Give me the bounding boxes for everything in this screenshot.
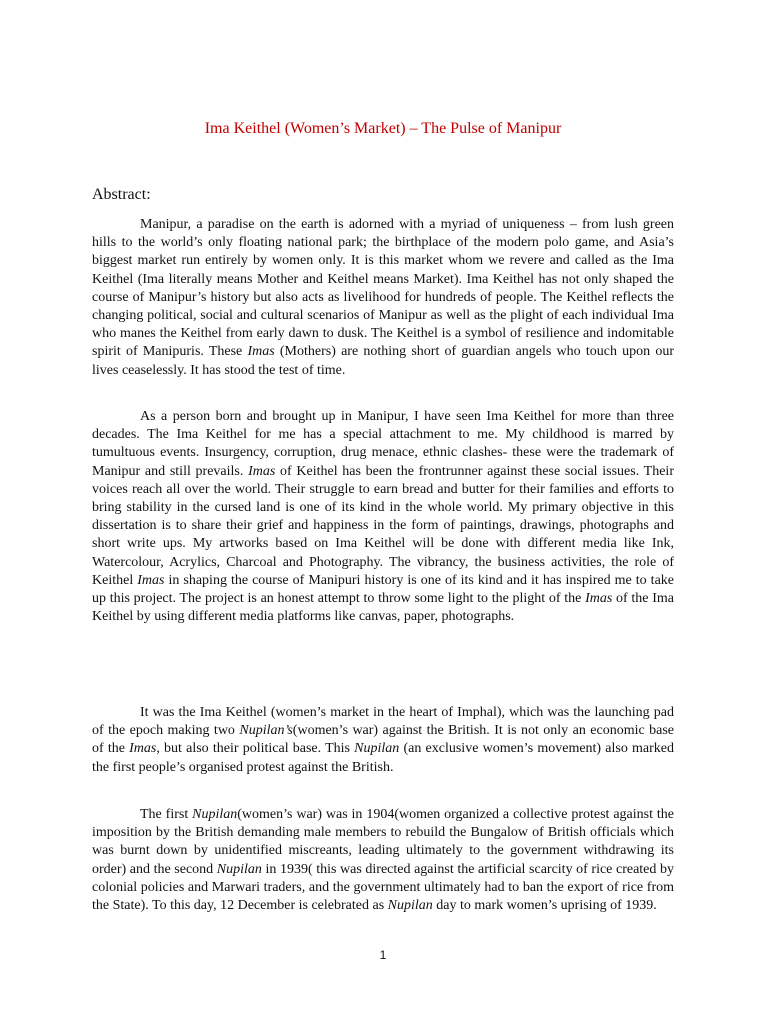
italic-term-imas: Imas [585,591,613,607]
paragraph-segment: , but also their political base. This [156,741,355,757]
paragraph-2 [92,408,674,626]
italic-term-nupilan: Nupilan [354,741,400,757]
paragraph-segment: of the Ima Keithel by using different media platforms like canvas, paper, photographs. [92,591,674,625]
paragraph-segment: in 1939( this was directed against the artificial scarcity of rice created by colonial policies and Marwari traders, and the government ultimately had to ban the export of rice from the State). To this day, 12 December is celebrated as [92,861,674,914]
paragraph-segment: Manipur, a paradise on the earth is adorned with a myriad of uniqueness – from lush green hills to the world’s only floating national park; the birthplace of the modern polo game, and Asia’s biggest market run entirely by women only. It is this market whom we revere and called as the Ima Keithel (Ima literally means Mother and Keithel means Market). Ima Keithel has not only shaped the course of Manipur’s history but also acts as livelihood for hundreds of people. The Keithel reflects the changing political, social and cultural scenarios of Manipur as well as the plight of each individual Ima who manes the Keithel from early dawn to dusk. The Keithel is a symbol of resilience and indomitable spirit of Manipuris. These [92,217,674,360]
paragraph-1 [92,216,674,380]
paragraph-4 [92,806,674,915]
italic-term-nupilans: Nupilan’s [239,723,293,739]
paragraph-segment: day to mark women’s uprising of 1939. [432,898,657,914]
paragraph-segment: in shaping the course of Manipuri history is one of its kind and it has inspired me to take up this project. The project is an honest attempt to throw some light to the plight of the [92,572,674,607]
document-title: Ima Keithel (Women’s Market) – The Pulse of Manipur [204,120,562,137]
italic-term-nupilan: Nupilan [192,807,238,822]
paragraph-segment: (an exclusive women’s movement) also marked the first people’s organised protest against the British. [92,741,674,775]
italic-term-imas: Imas [137,572,165,588]
abstract-heading: Abstract: [92,186,151,203]
paragraph-segment: of Keithel has been the frontrunner against these social issues. Their voices reach all over the world. Their struggle to earn bread and butter for their families and efforts to bring stability in the cursed land is one of its kind in the whole world. My primary objective in this dissertation is to share their grief and happiness in the form of paintings, drawings, photographs and short write ups. My artworks based on Ima Keithel will be done with different media like Ink, Watercolour, Acrylics, Charcoal and Photography. The vibrancy, the business activities, the role of Keithel [92,463,674,588]
document-page [92,0,674,1024]
italic-term-imas: Imas [129,741,157,757]
italic-term-nupilan: Nupilan [387,898,433,914]
italic-term-nupilan: Nupilan [216,861,262,877]
paragraph-segment: As a person born and brought up in Manipur, I have seen Ima Keithel for more than three decades. The Ima Keithel for me has a special attachment to me. My childhood is marred by tumultuous events. Insurgency, corruption, drug menace, ethnic clashes- these were the trademark of Manipur and still prevails. [92,409,674,479]
paragraph-segment: (Mothers) are nothing short of guardian angels who touch upon our lives ceaselessly. It has stood the test of time. [92,344,675,378]
paragraph-segment: (women’s war) against the British. It is not only an economic base of the [92,723,674,757]
italic-term-imas: Imas [248,463,276,479]
italic-term-imas: Imas [247,344,275,360]
page-number: 1 [379,948,387,962]
paragraph-segment: (women’s war) was in 1904(women organized a collective protest against the imposition by the British demanding male members to rebuild the Bungalow of British officials which was burnt down by unidentified miscreants, leading ultimately to the government withdrawing its order) and the second [92,807,674,877]
paragraph-segment: It was the Ima Keithel (women’s market in the heart of Imphal), which was the launching pad of the epoch making two [92,705,674,739]
paragraph-3 [92,704,674,777]
paragraph-segment: The first [140,807,193,822]
